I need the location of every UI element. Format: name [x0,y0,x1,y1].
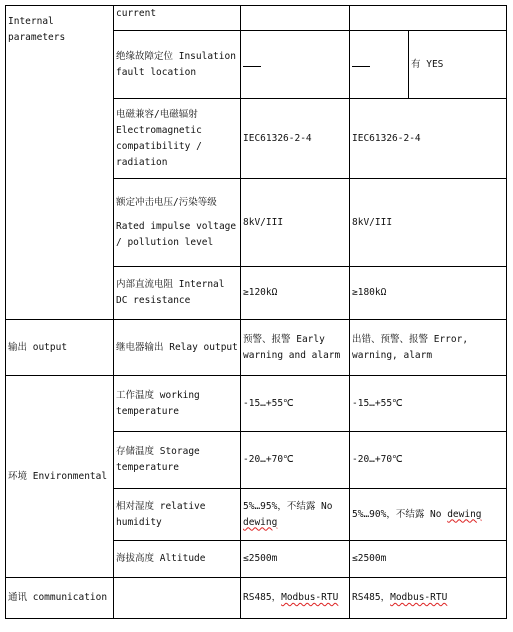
param-label: compatibility / [116,140,202,152]
param-label: radiation [116,156,168,168]
value-text: ≤2500m [243,553,278,564]
param-relative-humidity [114,489,241,541]
value-text: 8kV/III [352,216,393,228]
dash-placeholder [352,57,370,67]
spec-table [5,5,507,619]
value-cell [409,31,507,99]
value-cell [241,267,350,320]
value-text: -15…+55℃ [352,397,403,409]
category-label: 环境 Environmental [8,470,108,482]
value-cell [241,376,350,432]
dash-placeholder [243,57,261,67]
param-emc [114,99,241,179]
value-text: ≥120kΩ [243,287,278,298]
value-text: IEC61326-2-4 [352,132,421,144]
value-cell [350,376,507,432]
value-cell [241,99,350,179]
value-text: dewing [447,508,482,520]
value-text: ≥180kΩ [352,287,387,298]
param-label: 绝缘故障定位 Insulation fault location [116,50,236,78]
category-label: 通讯 communication [8,592,108,603]
param-label: Rated impulse voltage / pollution level [116,220,237,248]
param-storage-temperature [114,432,241,489]
value-cell [350,320,507,376]
value-text: 8kV/III [243,216,284,228]
value-cell [350,6,507,31]
value-text: 预警、报警 Early warning and alarm [243,333,341,361]
value-text: -15…+55℃ [243,397,294,409]
value-cell [350,179,507,267]
category-environmental [6,376,114,578]
table-row [6,376,507,432]
category-label: Internal parameters [8,16,66,43]
value-cell [350,578,507,619]
param-current [114,6,241,31]
param-label: 存储温度 Storage temperature [116,446,200,473]
value-cell [241,31,350,99]
param-rated-impulse-voltage [114,179,241,267]
value-cell [241,6,350,31]
value-text: ≤2500m [352,553,387,564]
value-cell [241,179,350,267]
param-label: 电磁兼容/电磁辐射 [116,108,198,120]
value-text: 出错、预警、报警 Error, warning, alarm [352,333,469,361]
value-text: RS485， [243,592,282,603]
value-cell [241,320,350,376]
param-internal-dc-resistance [114,267,241,320]
value-cell [241,578,350,619]
table-row [6,578,507,619]
param-label: Electromagnetic [116,124,202,136]
table-row [6,6,507,31]
value-cell [350,489,507,541]
category-internal-parameters [6,6,114,320]
value-text: 有 YES [411,58,444,70]
value-cell [350,31,409,99]
value-text: IEC61326-2-4 [243,132,312,144]
value-cell [350,99,507,179]
value-text: dewing [243,516,278,528]
value-text: Modbus-RTU [390,592,448,603]
value-cell [241,489,350,541]
param-altitude [114,541,241,578]
param-label: 额定冲击电压/污染等级 [116,196,217,208]
value-cell [350,267,507,320]
value-text: RS485， [352,592,391,603]
param-label: 海拔高度 Altitude [116,553,206,564]
category-communication [6,578,114,619]
value-cell [350,432,507,489]
category-label: 输出 output [8,341,68,353]
value-text: Modbus-RTU [281,592,339,603]
value-text: 5%…90%，不结露 No [352,508,448,520]
param-label: 工作温度 working temperature [116,389,200,417]
param-label: current [116,8,157,19]
param-relay-output [114,320,241,376]
category-output [6,320,114,376]
param-label: 继电器输出 Relay output [116,341,238,353]
value-cell [241,541,350,578]
value-text: -20…+70℃ [352,454,403,465]
table-row [6,320,507,376]
param-insulation-fault-location [114,31,241,99]
param-label: 相对湿度 relative humidity [116,500,206,528]
value-cell [114,578,241,619]
param-label: 内部直流电阻 Internal DC resistance [116,279,225,306]
value-cell [241,432,350,489]
value-text: -20…+70℃ [243,454,294,465]
value-cell [350,541,507,578]
value-text: 5%…95%，不结露 No [243,500,333,512]
param-working-temperature [114,376,241,432]
